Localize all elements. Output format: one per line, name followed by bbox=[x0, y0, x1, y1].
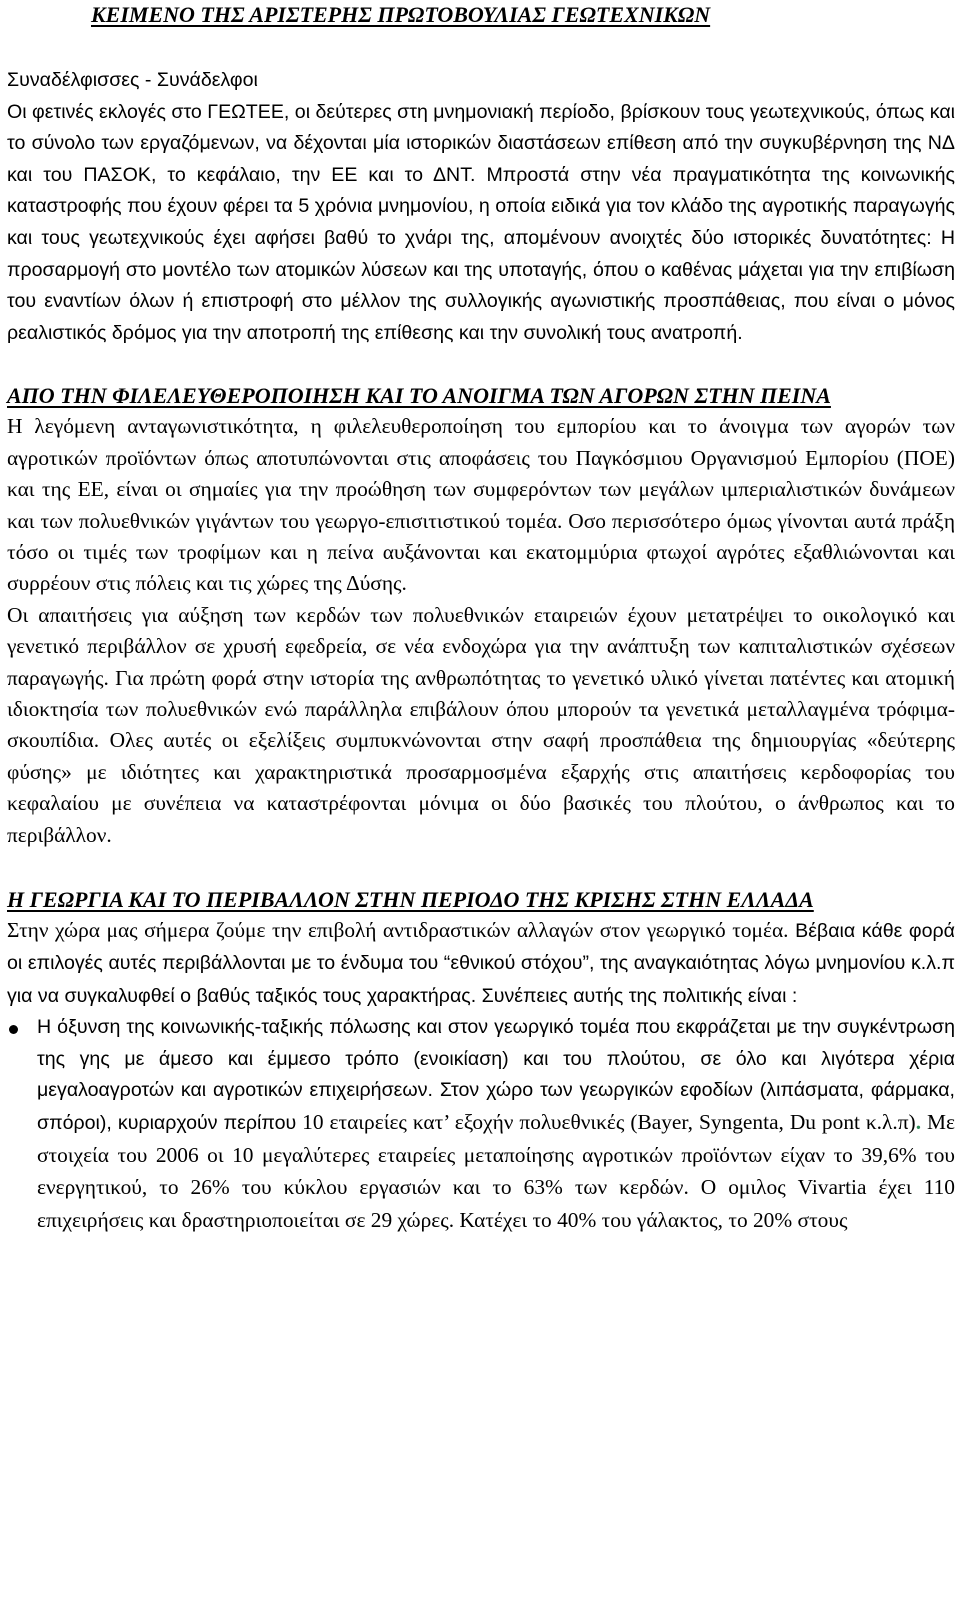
section2-paragraph bbox=[7, 915, 955, 1012]
document-page bbox=[7, 0, 955, 1237]
section1-paragraph-2: Οι απαιτήσεις για αύξηση των κερδών των πολυεθνικών εταιρειών έχουν μετατρέψει το οικολογικό και γενετικό περιβάλλον σε χρυσή εφεδρεία, σε νέα ενδοχώρα για την ανάπτυξη των καπιταλιστικών σχέσεων παραγωγής. Για πρώτη φορά στην ιστορία της ανθρωπότητας το γενετικό υλικό γίνεται πατέντες και ατομική ιδιοκτησία των πολυεθνικών ενώ παράλληλα επιβάλουν όπου μπορούν τα γενετικά μεταλλαγμένα τρόφιμα-σκουπίδια. Ολες αυτές οι εξελίξεις συμπυκνώνονται στην σαφή προσπάθεια της δημιουργίας «δεύτερης φύσης» με ιδιότητες και χαρακτηριστικά προσαρμοσμένα εξαρχής στις απαιτήσεις κερδοφορίας του κεφαλαίου με συνέπεια να καταστρέφονται μόνιμα οι δύο βασικές του πλούτου, ο άνθρωπος και το περιβάλλον. bbox=[7, 602, 955, 847]
section-heading-agriculture-crisis: Η ΓΕΩΡΓΙΑ ΚΑΙ ΤΟ ΠΕΡΙΒΑΛΛΟΝ ΣΤΗΝ ΠΕΡΙΟΔΟ ΤΗΣ ΚΡΙΣΗΣ ΣΤΗΝ ΕΛΛΑΔΑ bbox=[7, 887, 814, 913]
bullet-text-part-a: Η όξυνση της κοινωνικής-ταξικής πόλωσης και στον γεωργικό τομέα που εκφράζεται με την συγκέντρωση της γης με άμεσο και έμμεσο τρόπο (ενοικίαση) και του πλούτου, σε όλο και λιγότερα χέρια μεγαλοαγροτών και αγροτικών επιχειρήσεων. Στον χώρο των γεωργικών εφοδίων (λιπάσματα, φάρμακα, σπόροι), κυριαρχούν περίπου bbox=[37, 1016, 955, 1135]
spacer bbox=[7, 851, 955, 884]
greeting: Συναδέλφισσες - Συνάδελφοι bbox=[7, 69, 258, 91]
bullet-text-part-b: 10 εταιρείες κατ’ εξοχήν πολυεθνικές (Bayer, Syngenta, Du pont κ.λ.π) bbox=[296, 1110, 916, 1135]
bullet-icon bbox=[9, 1025, 18, 1034]
bullet-text-dot: . bbox=[915, 1110, 922, 1135]
spacer bbox=[7, 349, 955, 380]
document-title: ΚΕΙΜΕΝΟ ΤΗΣ ΑΡΙΣΤΕΡΗΣ ΠΡΩΤΟΒΟΥΛΙΑΣ ΓΕΩΤΕΧΝΙΚΩΝ bbox=[91, 2, 711, 27]
intro-paragraph: Οι φετινές εκλογές στο ΓΕΩΤΕΕ, οι δεύτερες στη μνημονιακή περίοδο, βρίσκουν τους γεωτεχνικούς, όπως και το σύνολο των εργαζόμενων, να δέχονται μία ιστορικών διαστάσεων επίθεση από την συγκυβέρνηση της ΝΔ και του ΠΑΣΟΚ, το κεφάλαιο, την ΕΕ και το ΔΝΤ. Μπροστά στην νέα πραγματικότητα της κοινωνικής καταστροφής που έχουν φέρει τα 5 χρόνια μνημονίου, η οποία ειδικά για τον κλάδο της αγροτικής παραγωγής και τους γεωτεχνικούς έχει αφήσει βαθύ το χνάρι της, απομένουν ανοιχτές δύο ιστορικές δυνατότητες: Η προσαρμογή στο μοντέλο των ατομικών λύσεων και της υποταγής, όπου ο καθένας μάχεται για την επιβίωση του εναντίων όλων ή επιστροφή στο μέλλον της συλλογικής αγωνιστικής προσπάθειας, που είναι ο μόνος ρεαλιστικός δρόμος για την αποτροπή της επίθεσης και την συνολική τους ανατροπή. bbox=[7, 100, 955, 344]
section-heading-liberalization: ΑΠΟ ΤΗΝ ΦΙΛΕΛΕΥΘΕΡΟΠΟΙΗΣΗ ΚΑΙ ΤΟ ΑΝΟΙΓΜΑ ΤΩΝ ΑΓΟΡΩΝ ΣΤΗΝ ΠΕΙΝΑ bbox=[7, 383, 831, 409]
bullet-text-part-c: Με στοιχεία του 2006 οι 10 μεγαλύτερες εταιρείες μεταποίησης αγροτικών προϊόντων είχαν το 39,6% του ενεργητικού, το 26% του κύκλου εργασιών και το 63% των κερδών. Ο ομιλος Vivartia έχει 110 επιχειρήσεις και δραστηριοποιείται σε 29 χώρες. Κατέχει το 40% του γάλακτος, το 20% στους bbox=[37, 1110, 955, 1232]
section1-paragraph-1: Η λεγόμενη ανταγωνιστικότητα, η φιλελευθεροποίηση του εμπορίου και το άνοιγμα των αγορών των αγροτικών προϊόντων όπως αποτυπώνονται στις αποφάσεις του Παγκόσμιου Οργανισμού Εμπορίου (ΠΟΕ) και της ΕΕ, είναι οι σημαίες για την προώθηση των συμφερόντων των μεγάλων ιμπεριαλιστικών δυνάμεων και των πολυεθνικών γιγάντων του γεωργο-επισιτιστικού τομέα. Οσο περισσότερο όμως γίνονται αυτά πράξη τόσο οι τιμές των τροφίμων και η πείνα αυξάνονται και εκατομμύρια φτωχοί αγρότες εξαθλιώνονται και συρρέουν στις πόλεις και τις χώρες της Δύσης. bbox=[7, 414, 955, 596]
spacer bbox=[7, 30, 955, 65]
section2-paragraph-sans-part: Βέβαια κάθε φορά οι επιλογές αυτές περιβάλλονται με το ένδυμα του “εθνικού στόχου”, της αναγκαιότητας λόγω μνημονίου κ.λ.π για να συγκαλυφθεί ο βαθύς ταξικός τους χαρακτήρας. Συνέπειες αυτής της πολιτικής είναι : bbox=[7, 920, 955, 1007]
consequences-list bbox=[7, 1012, 955, 1237]
section2-paragraph-serif-part: Στην χώρα μας σήμερα ζούμε την επιβολή αντιδραστικών αλλαγών στον γεωργικό τομέα. bbox=[7, 918, 789, 943]
list-item bbox=[7, 1012, 955, 1237]
